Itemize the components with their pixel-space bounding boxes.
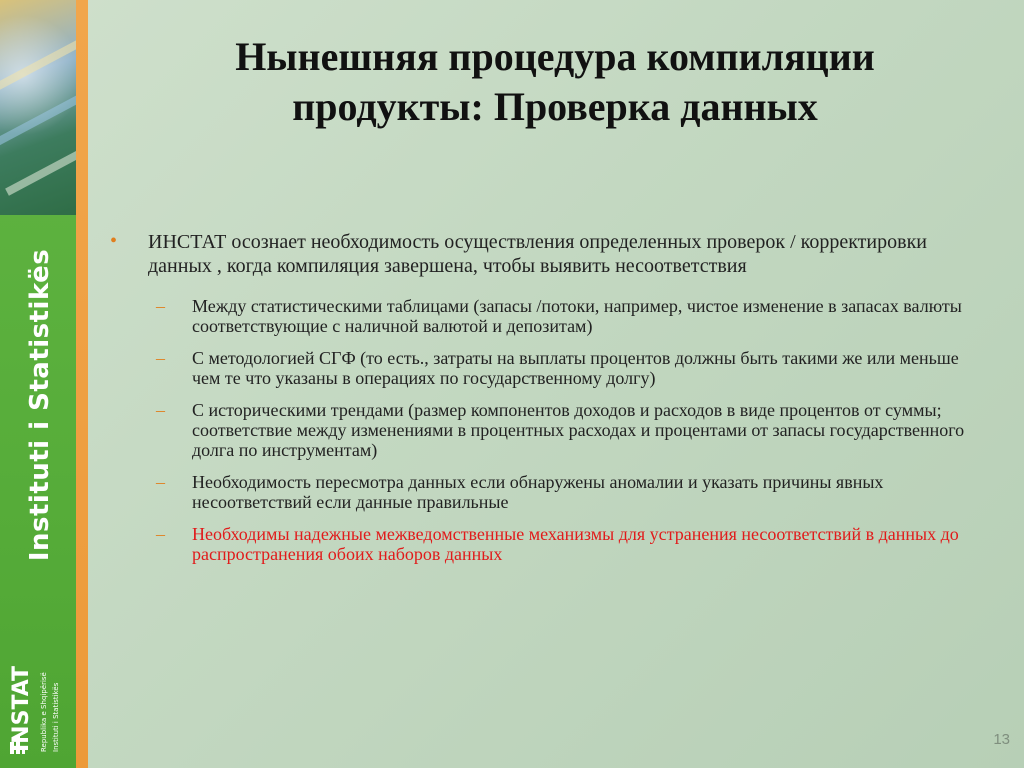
slide-title	[140, 32, 970, 132]
sidebar-brand-text: Instituti i Statistikës	[25, 248, 55, 562]
photo-strip	[0, 32, 76, 95]
sub-bullet-item	[108, 400, 978, 460]
sub-bullet-item	[108, 296, 978, 336]
page-number: 13	[993, 731, 1010, 748]
slide-content	[108, 230, 978, 576]
sub-bullet-item-highlighted	[108, 524, 978, 564]
sub-bullet-list	[108, 296, 978, 564]
photo-strip	[5, 132, 76, 195]
sidebar	[0, 0, 76, 768]
header-photo	[0, 0, 76, 215]
sub-bullet-text: С методологией СГФ (то есть., затраты на выплаты процентов должны быть такими же или меньше чем те что указаны в операциях по государственному долгу)	[192, 348, 959, 388]
photo-strip	[0, 82, 76, 145]
dash-icon: –	[156, 524, 165, 544]
sub-bullet-text-highlighted: Необходимы надежные межведомственные механизмы для устранения несоответствий в данных до распространения обоих наборов данных	[192, 524, 959, 564]
sub-bullet-item	[108, 348, 978, 388]
sub-bullet-text: С историческими трендами (размер компонентов доходов и расходов в виде процентов от суммы; соответствие между изменениями в процентных расходах и процентами от запасы государственного долга по инструментам)	[192, 400, 965, 460]
instat-logo-subtext-2: Instituti i Statistikës	[52, 682, 60, 752]
main-bullet-text: ИНСТАТ осознает необходимость осуществления определенных проверок / корректировки данных , когда компиляция завершена, чтобы выявить несоответствия	[148, 231, 927, 277]
dash-icon: –	[156, 348, 165, 368]
sub-bullet-text: Между статистическими таблицами (запасы /потоки, например, чистое изменение в запасах валюты соответствующие с наличной валютой и депозитам)	[192, 296, 962, 336]
instat-logo-subtext-1: Republika e Shqipërisë	[40, 672, 48, 752]
slide-title-line-2: продукты: Проверка данных	[292, 84, 818, 129]
instat-logo	[8, 628, 72, 756]
slide-title-line-1: Нынешняя процедура компиляции	[235, 34, 875, 79]
sub-bullet-item	[108, 472, 978, 512]
bullet-icon: •	[110, 230, 118, 252]
dash-icon: –	[156, 296, 165, 316]
main-bullet	[108, 230, 978, 278]
sub-bullet-text: Необходимость пересмотра данных если обнаружены аномалии и указать причины явных несоответствий если данные правильные	[192, 472, 884, 512]
accent-bar	[76, 0, 88, 768]
instat-logo-text: INSTAT	[9, 665, 34, 752]
dash-icon: –	[156, 472, 165, 492]
dash-icon: –	[156, 400, 165, 420]
